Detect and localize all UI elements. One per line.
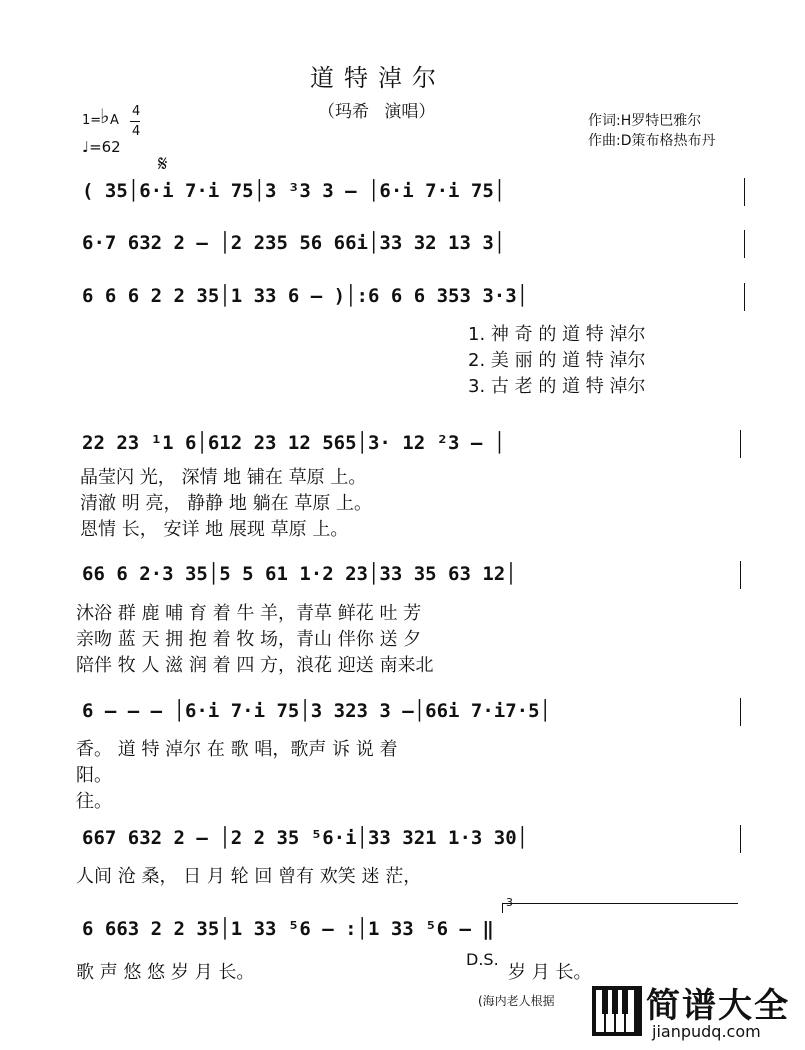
verse-intro-line-1: 1. 神 奇 的 道 特 淖尔 [468,324,646,345]
key-prefix: 1= [82,113,102,128]
lyrics-block1-line-3: 恩情 长， 安详 地 展现 草原 上。 [80,519,349,540]
flat-sign: ♭ [100,104,110,128]
piano-logo-icon [592,986,642,1040]
lyrics-block2-line-2: 亲吻 蓝 天 拥 抱 着 牧 场，青山 伴你 送 夕 [76,629,422,650]
lyrics-block1-line-1: 晶莹闪 光， 深情 地 铺在 草原 上。 [80,467,367,488]
segno-icon: 𝄋 [158,152,168,177]
lyrics-block2-line-1: 沐浴 群 鹿 哺 育 着 牛 羊，青草 鲜花 吐 芳 [76,603,422,624]
notation-row-5: 66 6 2·3 35│5 5 61 1·2 23│33 35 63 12│ [82,563,517,585]
notation-row-3: 6 6 6 2 2 35│1 33 6 – )│:6 6 6 353 3·3│ [82,285,529,307]
time-signature-top: 4 [132,104,141,119]
song-title: 道特淖尔 [310,64,446,92]
notation-row-7: 667 632 2 – │2 2 35 ⁵6·i│33 321 1·3 30│ [82,827,529,849]
lyrics-block2-line-3: 陪伴 牧 人 滋 润 着 四 方，浪花 迎送 南来北 [76,655,434,676]
verse-intro-line-2: 2. 美 丽 的 道 特 淖尔 [468,350,646,371]
notation-row-1: ( 35│6·i 7·i 75│3 ³3 3 – │6·i 7·i 75│ [82,180,506,202]
barline [744,283,745,311]
notation-row-2: 6·7 632 2 – │2 235 56 66i│33 32 13 3│ [82,232,506,254]
barline [744,230,745,258]
ds-marking: D.S. [466,950,499,969]
notation-row-4: 22 23 ¹1 6│612 23 12 565│3· 12 ²3 – │ [82,432,506,454]
volta-bracket-edge [502,903,503,913]
barline [740,561,741,589]
composer-credit: 作曲:D策布格热布丹 [588,133,716,149]
volta-bracket [502,903,738,904]
notation-row-6: 6 – – – │6·i 7·i 75│3 323 3 –│66i 7·i7·5│ [82,700,551,722]
key-note: A [110,113,119,128]
site-logo-text: 简谱大全 [646,986,790,1026]
lyrics-block3-line-2: 阳。 [76,765,112,786]
lyricist-credit: 作词:H罗特巴雅尔 [588,113,702,129]
lyrics-block3-line-3: 往。 [76,791,112,812]
notation-row-8: 6 663 2 2 35│1 33 ⁵6 – :│1 33 ⁵6 – ‖ [82,918,494,940]
barline [744,178,745,206]
barline [740,430,741,458]
site-url: jianpudq.com [652,1022,761,1041]
footnote: (海内老人根据 [478,994,555,1008]
song-subtitle: （玛希 演唱） [318,102,436,122]
lyrics-block1-line-2: 清澈 明 亮， 静静 地 躺在 草原 上。 [80,493,373,514]
verse-intro-line-3: 3. 古 老 的 道 特 淖尔 [468,376,646,397]
time-signature-line [130,121,140,122]
barline [740,825,741,853]
tempo-marking: ♩=62 [82,138,121,156]
barline [740,698,741,726]
lyrics-block3-line-1: 香。 道 特 淖尔 在 歌 唱，歌声 诉 说 着 [76,739,398,760]
lyrics-block5-line-1: 歌 声 悠 悠 岁 月 长。 [76,962,255,983]
time-signature-bottom: 4 [132,124,141,139]
lyrics-block4-line-1: 人间 沧 桑， 日 月 轮 回 曾有 欢笑 迷 茫， [76,866,422,887]
ending-lyric: 岁 月 长。 [508,962,592,983]
